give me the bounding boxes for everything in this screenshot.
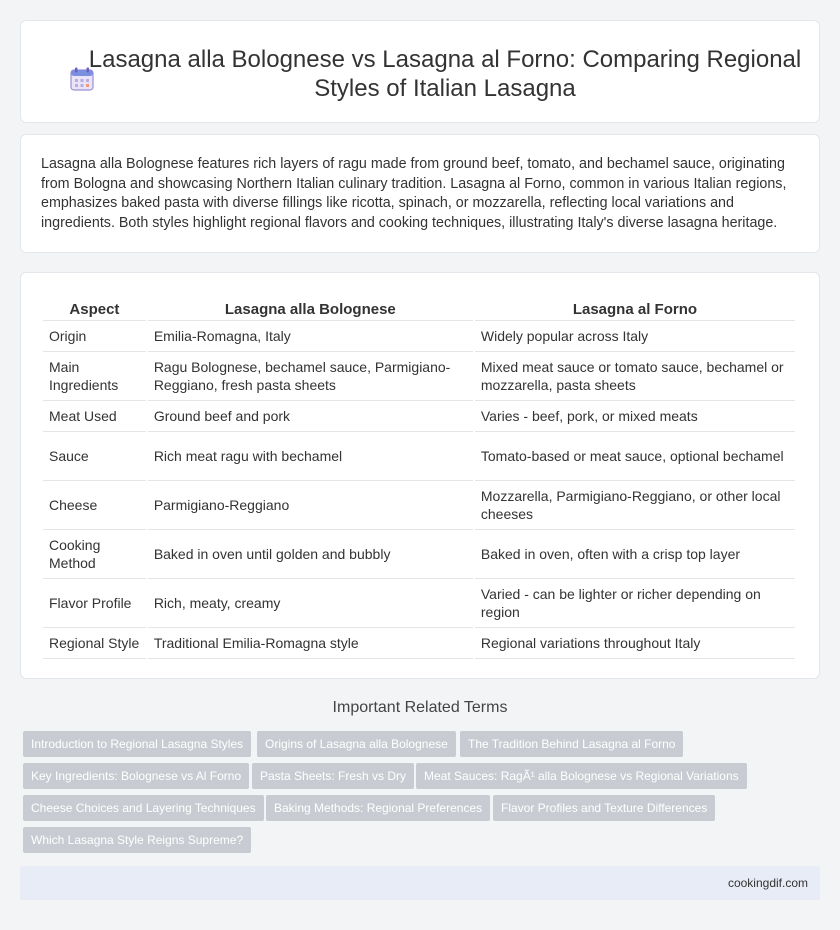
table-cell: Rich meat ragu with bechamel [148,432,473,481]
table-cell: Emilia-Romagna, Italy [148,321,473,352]
table-cell-aspect: Flavor Profile [43,579,146,628]
table-cell: Mozzarella, Parmigiano-Reggiano, or other local cheeses [475,481,795,530]
footer [20,866,820,900]
table-cell: Traditional Emilia-Romagna style [148,628,473,659]
header-bolognese: Lasagna alla Bolognese [148,295,473,321]
intro-paragraph: Lasagna alla Bolognese features rich layers of ragu made from ground beef, tomato, and bechamel sauce, originating from Bologna and showcasing Northern Italian culinary tradition. Lasagna al Forno, common in various Italian regions, emphasizes baked pasta with diverse fillings like ricotta, spinach, or mozzarella, reflecting local variations and ingredients. Both styles highlight regional flavors and cooking techniques, illustrating Italy's diverse lasagna heritage. [41,156,787,231]
comparison-table [41,295,797,659]
page-title: Lasagna alla Bolognese vs Lasagna al Forno: Comparing Regional Styles of Italian Lasagna [88,46,802,102]
related-term-link[interactable]: Meat Sauces: RagÃ¹ alla Bolognese vs Regional Variations [416,763,747,789]
table-row [43,401,795,432]
table-cell-aspect: Regional Style [43,628,146,659]
related-term-link[interactable]: Baking Methods: Regional Preferences [266,795,490,821]
table-cell-aspect: Cooking Method [43,530,146,579]
related-term-link[interactable]: Which Lasagna Style Reigns Supreme? [23,827,251,853]
title-card [20,20,820,123]
table-cell: Tomato-based or meat sauce, optional bechamel [475,432,795,481]
related-term-link[interactable]: Flavor Profiles and Texture Differences [493,795,715,821]
related-term-link[interactable]: Origins of Lasagna alla Bolognese [257,731,456,757]
comparison-table-card [20,272,820,679]
table-row [43,579,795,628]
table-cell-aspect: Main Ingredients [43,352,146,401]
related-term-link[interactable]: Introduction to Regional Lasagna Styles [23,731,251,757]
table-cell: Baked in oven, often with a crisp top layer [475,530,795,579]
table-cell: Parmigiano-Reggiano [148,481,473,530]
table-row [43,352,795,401]
table-cell: Ragu Bolognese, bechamel sauce, Parmigiano-Reggiano, fresh pasta sheets [148,352,473,401]
table-cell: Varied - can be lighter or richer depending on region [475,579,795,628]
table-cell-aspect: Meat Used [43,401,146,432]
table-row [43,530,795,579]
table-row [43,321,795,352]
table-row [43,628,795,659]
header-aspect: Aspect [43,295,146,321]
table-cell-aspect: Sauce [43,432,146,481]
table-cell: Varies - beef, pork, or mixed meats [475,401,795,432]
table-cell: Baked in oven until golden and bubbly [148,530,473,579]
table-header-row [43,295,795,321]
related-term-link[interactable]: Key Ingredients: Bolognese vs Al Forno [23,763,249,789]
table-cell: Ground beef and pork [148,401,473,432]
related-term-link[interactable]: Pasta Sheets: Fresh vs Dry [252,763,414,789]
table-cell: Widely popular across Italy [475,321,795,352]
table-cell-aspect: Cheese [43,481,146,530]
table-cell: Mixed meat sauce or tomato sauce, bechamel or mozzarella, pasta sheets [475,352,795,401]
table-cell-aspect: Origin [43,321,146,352]
table-row [43,481,795,530]
related-term-link[interactable]: Cheese Choices and Layering Techniques [23,795,264,821]
table-cell: Rich, meaty, creamy [148,579,473,628]
table-cell: Regional variations throughout Italy [475,628,795,659]
intro-card [20,134,820,253]
related-terms-heading: Important Related Terms [332,699,508,716]
table-row [43,432,795,481]
footer-site-link[interactable]: cookingdif.com [727,876,808,890]
header-al-forno: Lasagna al Forno [475,295,795,321]
related-term-link[interactable]: The Tradition Behind Lasagna al Forno [460,731,683,757]
